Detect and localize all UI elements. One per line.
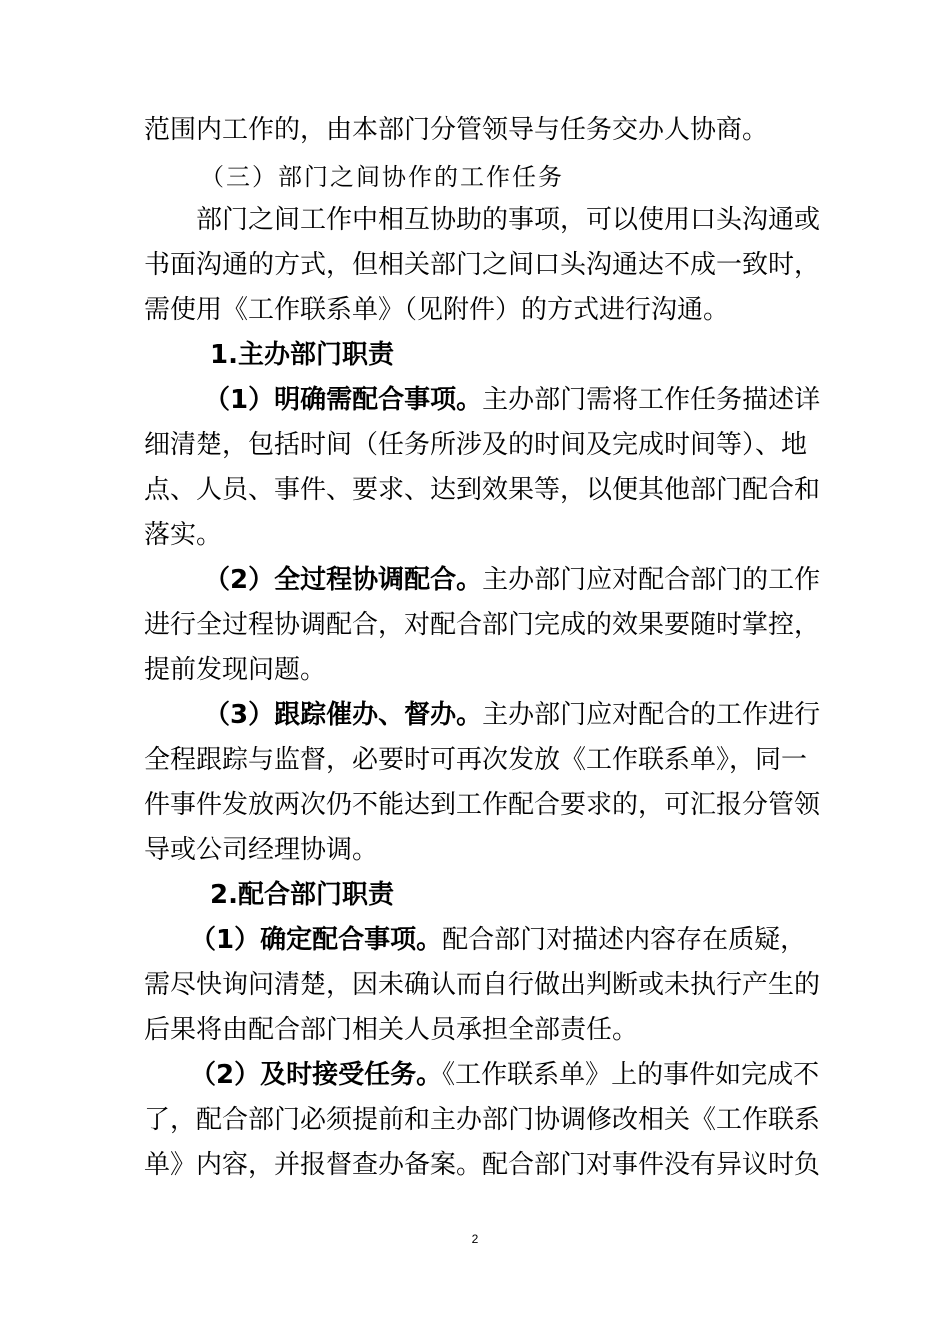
paragraph-line: 提前发现问题。: [144, 655, 327, 685]
paragraph-line: 部门之间工作中相互协助的事项，可以使用口头沟通或: [196, 205, 821, 235]
paragraph-line: 需尽快询问清楚，因未确认而自行做出判断或未执行产生的: [144, 970, 821, 1000]
page-number: 2: [471, 1232, 479, 1246]
paragraph-line: （2）全过程协调配合。主办部门应对配合部门的工作: [204, 565, 821, 595]
paragraph-line: 范围内工作的，由本部门分管领导与任务交办人协商。: [144, 115, 769, 145]
item-lead: （2）全过程协调配合。: [204, 565, 483, 595]
item-lead: （2）及时接受任务。: [190, 1060, 443, 1090]
paragraph-line: 全程跟踪与监督，必要时可再次发放《工作联系单》，同一: [144, 745, 808, 775]
subsection-heading: 2.配合部门职责: [210, 880, 394, 910]
paragraph-line: 点、人员、事件、要求、达到效果等，以便其他部门配合和: [144, 475, 821, 505]
paragraph-line: （2）及时接受任务。《工作联系单》上的事件如完成不: [190, 1060, 820, 1090]
paragraph-line: （3）跟踪催办、督办。主办部门应对配合的工作进行: [204, 700, 821, 730]
item-lead: （1）明确需配合事项。: [204, 385, 483, 415]
subsection-heading: 1.主办部门职责: [210, 340, 394, 370]
item-lead: （1）确定配合事项。: [190, 925, 443, 955]
paragraph-line: 导或公司经理协调。: [144, 835, 379, 865]
paragraph-line: 进行全过程协调配合，对配合部门完成的效果要随时掌控，: [144, 610, 821, 640]
paragraph-line: 单》内容，并报督查办备案。配合部门对事件没有异议时负: [144, 1150, 821, 1180]
paragraph-line: （1）确定配合事项。配合部门对描述内容存在质疑，: [190, 925, 807, 955]
paragraph-line: 细清楚，包括时间（任务所涉及的时间及完成时间等）、地: [144, 430, 808, 460]
paragraph-line: （1）明确需配合事项。主办部门需将工作任务描述详: [204, 385, 821, 415]
paragraph-line: 了，配合部门必须提前和主办部门协调修改相关《工作联系: [144, 1105, 821, 1135]
section-heading: （三）部门之间协作的工作任务: [200, 163, 564, 191]
paragraph-line: 件事件发放两次仍不能达到工作配合要求的，可汇报分管领: [144, 790, 821, 820]
paragraph-line: 落实。: [144, 520, 223, 550]
item-lead: （3）跟踪催办、督办。: [204, 700, 483, 730]
paragraph-line: 后果将由配合部门相关人员承担全部责任。: [144, 1015, 639, 1045]
paragraph-line: 需使用《工作联系单》（见附件）的方式进行沟通。: [144, 295, 730, 325]
paragraph-line: 书面沟通的方式，但相关部门之间口头沟通达不成一致时，: [144, 250, 821, 280]
